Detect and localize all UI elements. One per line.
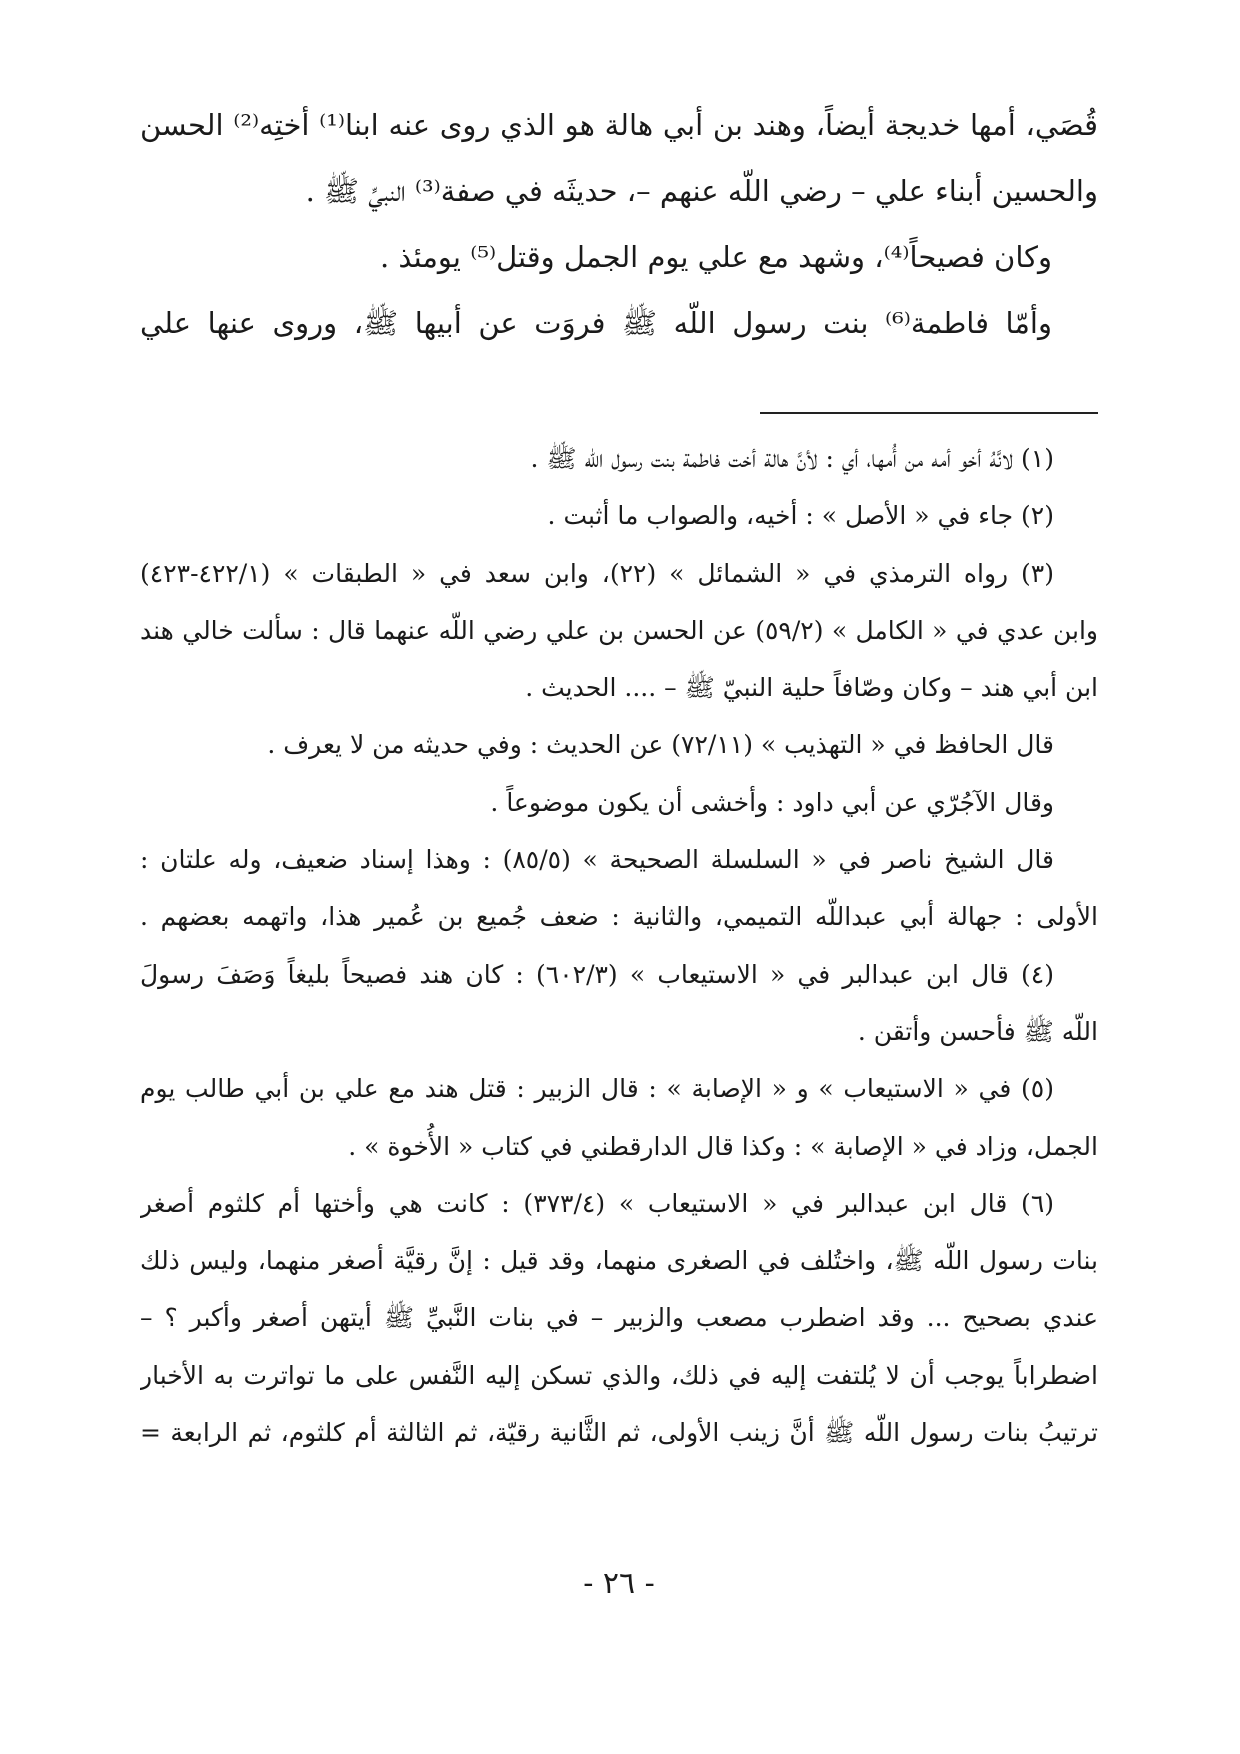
footnote-2-line-1: (٢) جاء في « الأصل » : أخيه، والصواب ما أثبت . (547, 501, 1054, 531)
footnote-3-line-4: قال الحافظ في « التهذيب » (٧٢/١١) عن الحديث : وفي حديثه من لا يعرف . (267, 730, 1054, 760)
footnote-6-line-5: ترتيبُ بنات رسول اللّه ﷺ أنَّ زينب الأولى، ثم الثَّانية رقيّة، ثم الثالثة أم كلثوم، ثم الرابعة = (140, 1418, 1098, 1448)
main-text-block (140, 92, 1098, 356)
main-text-line-2: والحسين أبناء علي – رضي اللّه عنهم –، حديثَه في صفة⁽³⁾ النبيِّ ﷺ . (305, 174, 1098, 208)
footnote-3-line-5: وقال الآجُرّي عن أبي داود : وأخشى أن يكون موضوعاً . (490, 787, 1054, 817)
footnote-3-line-7: الأولى : جهالة أبي عبداللّه التميمي، والثانية : ضعف جُميع بن عُمير هذا، واتهمه بعضهم . (140, 902, 1098, 932)
page-number: - ٢٦ - (583, 1566, 655, 1601)
footnote-6-line-4: اضطراباً يوجب أن لا يُلتفت إليه في ذلك، والذي تسكن إليه النَّفس على ما تواترت به الأخبار (140, 1360, 1098, 1390)
footnote-3-line-6: قال الشيخ ناصر في « السلسلة الصحيحة » (٨٥/٥) : وهذا إسناد ضعيف، وله علتان : (140, 845, 1054, 875)
footnote-3-line-3: ابن أبي هند – وكان وصّافاً حلية النبيّ ﷺ – .... الحديث . (525, 673, 1098, 703)
footnote-3-line-1: (٣) رواه الترمذي في « الشمائل » (٢٢)، وابن سعد في « الطبقات » (٤٢٢/١-٤٢٣) (140, 558, 1054, 588)
footnote-5-line-1: (٥) في « الاستيعاب » و « الإصابة » : قال الزبير : قتل هند مع علي بن أبي طالب يوم (140, 1074, 1054, 1104)
footnote-separator-rule (760, 412, 1098, 414)
footnote-4-line-1: (٤) قال ابن عبدالبر في « الاستيعاب » (٦٠٢/٣) : كان هند فصيحاً بليغاً وَصَفَ رسولَ (140, 959, 1054, 989)
document-page (140, 92, 1098, 1712)
main-text-line-1: قُصَي، أمها خديجة أيضاً، وهند بن أبي هالة هو الذي روى عنه ابنا⁽¹⁾ أختِه⁽²⁾ الحسن (140, 108, 1098, 142)
footnote-6-line-3: عندي بصحيح ... وقد اضطرب مصعب والزبير – في بنات النَّبيِّ ﷺ أيتهن أصغر وأكبر ؟ – (140, 1303, 1098, 1333)
footnote-5-line-2: الجمل، وزاد في « الإصابة » : وكذا قال الدارقطني في كتاب « الأُخوة » . (348, 1131, 1098, 1161)
footnote-6-line-1: (٦) قال ابن عبدالبر في « الاستيعاب » (٣٧٣/٤) : كانت هي وأختها أم كلثوم أصغر (140, 1188, 1055, 1218)
main-text-line-3: وكان فصيحاً⁽⁴⁾، وشهد مع علي يوم الجمل وقتل⁽⁵⁾ يومئذ . (379, 240, 1052, 274)
footnote-1-line-1: (١) لانَّهُ أخو أمه من أُمها، أي : لأنَّ هالة أخت فاطمة بنت رسول اللّه ﷺ . (530, 444, 1054, 473)
footnote-6-line-2: بنات رسول اللّه ﷺ، واختُلف في الصغرى منهما، وقد قيل : إنَّ رقيَّة أصغر منهما، وليس ذلك (140, 1246, 1098, 1276)
footnote-3-line-2: وابن عدي في « الكامل » (٥٩/٢) عن الحسن بن علي رضي اللّه عنهما قال : سألت خالي هند (140, 615, 1098, 645)
footnotes-block (140, 430, 1098, 1461)
footnote-4-line-2: اللّه ﷺ فأحسن وأتقن . (857, 1016, 1098, 1046)
main-text-line-4: وأمّا فاطمة⁽⁶⁾ بنت رسول اللّه ﷺ فروَت عن أبيها ﷺ، وروى عنها علي (140, 306, 1052, 340)
